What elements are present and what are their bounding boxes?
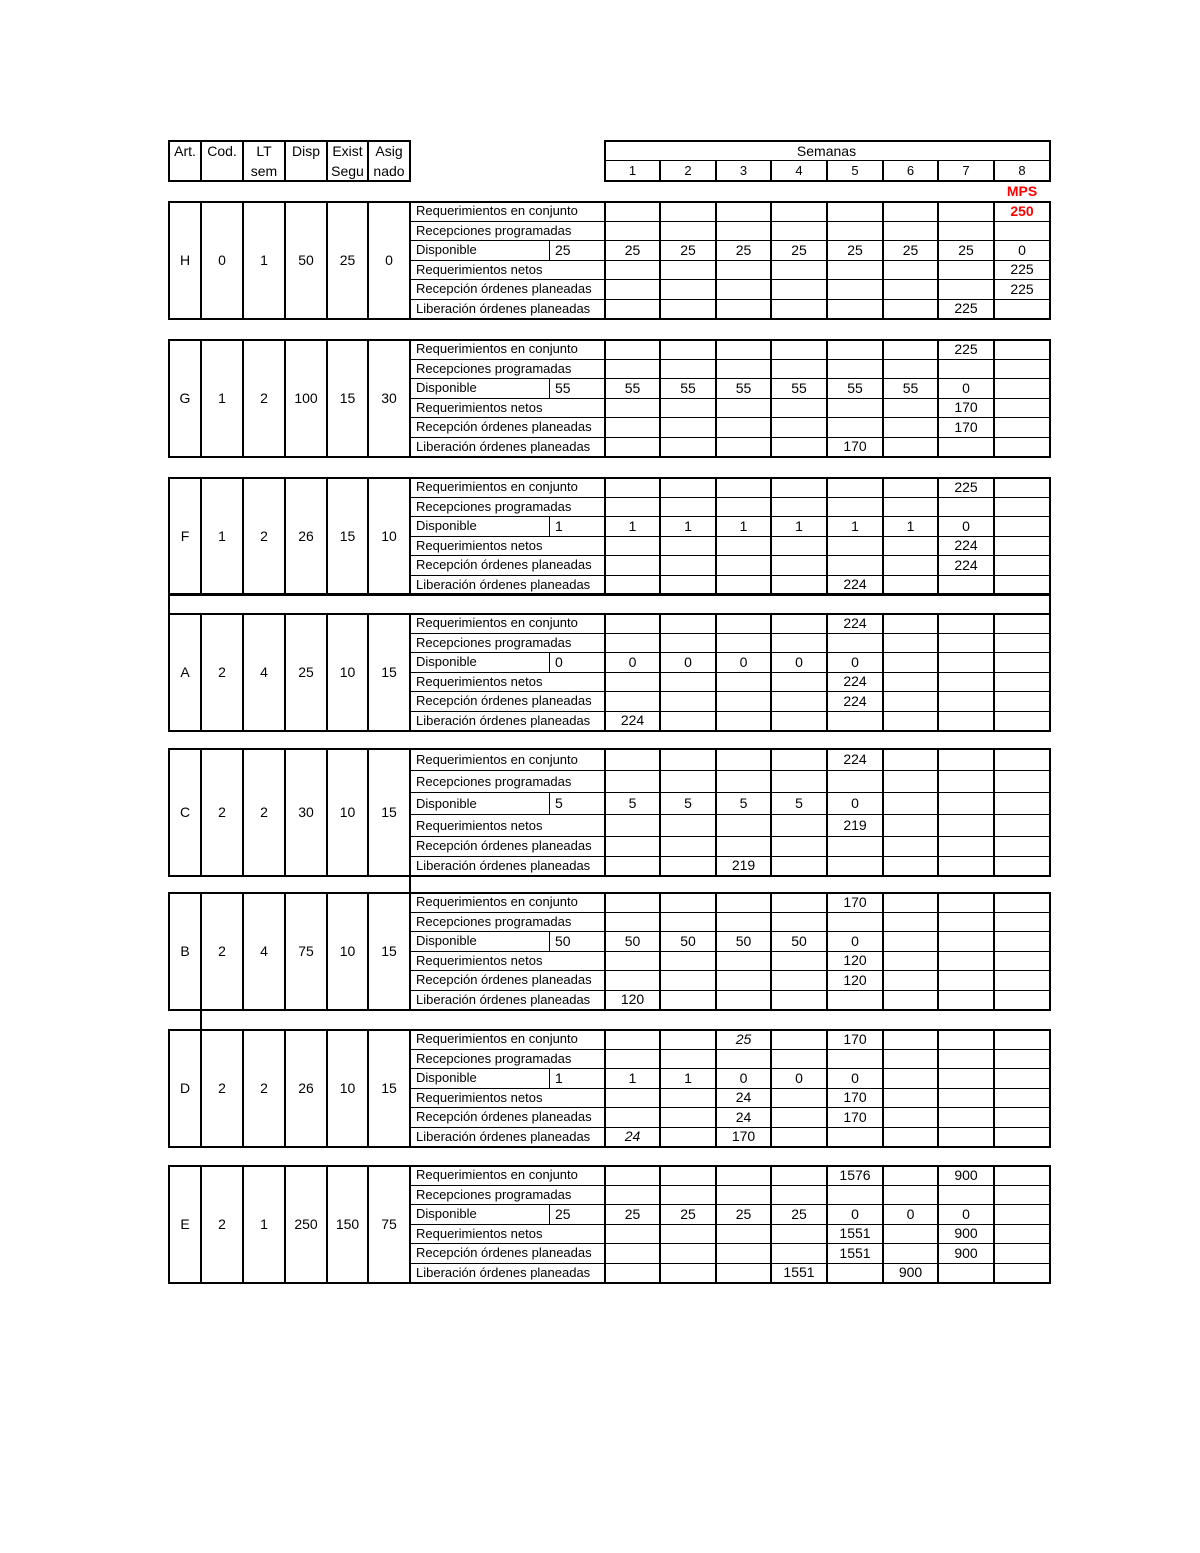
grid-line — [770, 892, 772, 1011]
grid-line — [715, 477, 717, 596]
item-art: D — [179, 1079, 191, 1096]
item-cod: 2 — [218, 1215, 226, 1232]
week-value: 0 — [906, 1205, 915, 1222]
row-label: Recepción órdenes planeadas — [416, 419, 592, 435]
week-value: 0 — [962, 1205, 970, 1222]
initial-available: 55 — [555, 379, 571, 396]
grid-line — [993, 339, 995, 458]
week-value: 224 — [843, 751, 867, 767]
grid-line — [659, 201, 661, 320]
week-value: 224 — [843, 576, 867, 593]
grid-line — [770, 613, 772, 732]
grid-line — [659, 613, 661, 732]
week-value: 25 — [791, 1205, 807, 1222]
week-value: 25 — [847, 241, 863, 258]
grid-line — [993, 477, 995, 596]
row-label: Requerimientos netos — [416, 952, 543, 968]
grid-line — [715, 339, 717, 458]
header-col-bottom — [170, 161, 200, 180]
week-value: 219 — [843, 817, 867, 833]
grid-line — [882, 339, 884, 458]
week-value: 25 — [902, 241, 919, 258]
item-lt: 2 — [260, 1079, 268, 1096]
grid-line — [659, 477, 661, 596]
item-exist: 10 — [339, 1079, 356, 1096]
item-asig: 15 — [381, 803, 397, 820]
week-value: 0 — [795, 1069, 803, 1086]
grid-line — [1049, 201, 1051, 320]
header-col-bottom — [286, 161, 326, 180]
week-value: 25 — [791, 241, 807, 258]
week-value: 225 — [954, 478, 978, 495]
row-label: Disponible — [416, 242, 477, 258]
item-lt: 4 — [260, 663, 268, 680]
grid-line — [937, 892, 939, 1011]
row-label: Liberación órdenes planeadas — [416, 438, 591, 454]
weeks-title: Semanas — [796, 142, 857, 159]
grid-line — [604, 339, 606, 458]
row-label: Liberación órdenes planeadas — [416, 991, 591, 1007]
week-value: 25 — [958, 241, 974, 258]
row-label: Requerimientos netos — [416, 673, 543, 689]
grid-line — [604, 201, 606, 320]
grid-line — [168, 318, 1051, 320]
week-value: 224 — [954, 556, 978, 573]
week-value: 1 — [684, 1069, 692, 1086]
grid-line — [168, 180, 411, 182]
week-value: 225 — [954, 300, 978, 317]
grid-line — [882, 892, 884, 1011]
grid-line — [715, 613, 717, 732]
row-label: Requerimientos en conjunto — [416, 479, 578, 495]
row-label: Requerimientos en conjunto — [416, 1031, 578, 1047]
item-exist: 10 — [339, 663, 356, 680]
item-art: C — [179, 803, 191, 820]
week-value: 0 — [851, 1205, 859, 1222]
row-label: Recepción órdenes planeadas — [416, 972, 592, 988]
header-col-top: Disp — [291, 143, 320, 159]
grid-line — [168, 875, 1051, 877]
week-value: 170 — [954, 418, 978, 435]
week-value: 55 — [902, 379, 919, 396]
grid-line — [937, 613, 939, 732]
week-value: 24 — [735, 1108, 752, 1125]
row-label: Recepción órdenes planeadas — [416, 281, 592, 297]
item-disp: 25 — [298, 663, 314, 680]
row-label: Requerimientos en conjunto — [416, 341, 578, 357]
week-value: 219 — [731, 857, 756, 874]
item-disp: 26 — [298, 527, 314, 544]
row-label: Recepción órdenes planeadas — [416, 1245, 592, 1261]
week-value: 0 — [851, 932, 859, 949]
item-asig: 75 — [381, 1215, 397, 1232]
item-disp: 26 — [298, 1079, 314, 1096]
grid-line — [1049, 1029, 1051, 1148]
grid-line — [715, 201, 717, 320]
week-value: 170 — [843, 1108, 867, 1125]
header-col-top: Exist — [332, 143, 363, 159]
grid-line — [659, 892, 661, 1011]
week-value: 0 — [1018, 241, 1026, 258]
row-label: Disponible — [416, 518, 477, 534]
row-label: Disponible — [416, 795, 477, 811]
grid-line — [1049, 748, 1051, 877]
week-value: 224 — [843, 614, 867, 631]
item-asig: 15 — [381, 1079, 397, 1096]
item-disp: 250 — [294, 1215, 318, 1232]
initial-available: 0 — [555, 653, 563, 670]
row-label: Liberación órdenes planeadas — [416, 712, 591, 728]
week-value: 250 — [1010, 202, 1034, 219]
grid-line — [200, 1007, 202, 1029]
row-label: Recepción órdenes planeadas — [416, 557, 592, 573]
item-disp: 75 — [298, 942, 314, 959]
row-label: Requerimientos en conjunto — [416, 203, 578, 219]
week-value: 1 — [739, 517, 748, 534]
week-value: 1 — [851, 517, 859, 534]
header-col-top: LT — [256, 143, 272, 159]
week-value: 224 — [954, 537, 978, 554]
week-value: 0 — [962, 517, 970, 534]
item-asig: 15 — [381, 942, 397, 959]
week-number: 4 — [795, 163, 803, 178]
week-value: 224 — [843, 692, 867, 709]
week-value: 1 — [795, 517, 803, 534]
week-value: 1576 — [839, 1166, 871, 1183]
row-label: Requerimientos netos — [416, 261, 543, 277]
week-value: 25 — [624, 1205, 641, 1222]
week-value: 50 — [735, 932, 752, 949]
header-col-bottom: Segu — [331, 162, 364, 179]
week-value: 1551 — [839, 1225, 871, 1242]
week-value: 50 — [791, 932, 807, 949]
initial-available: 25 — [555, 1205, 571, 1222]
row-label: Recepciones programadas — [416, 222, 572, 238]
item-asig: 15 — [381, 663, 397, 680]
item-cod: 2 — [218, 663, 226, 680]
row-label: Requerimientos en conjunto — [416, 615, 578, 631]
grid-line — [604, 477, 606, 596]
week-value: 170 — [731, 1128, 756, 1145]
week-value: 224 — [620, 712, 645, 729]
initial-available: 1 — [555, 1069, 563, 1086]
week-value: 1 — [684, 517, 692, 534]
header-col-bottom: sem — [250, 162, 278, 179]
week-value: 55 — [680, 379, 696, 396]
week-value: 55 — [624, 379, 641, 396]
grid-line — [882, 201, 884, 320]
item-lt: 2 — [260, 389, 268, 406]
grid-line — [168, 593, 170, 613]
week-value: 5 — [795, 795, 803, 811]
grid-line — [409, 140, 411, 182]
item-exist: 10 — [339, 942, 356, 959]
week-value: 55 — [791, 379, 807, 396]
week-value: 0 — [684, 653, 692, 670]
row-label: Disponible — [416, 1070, 477, 1086]
week-value: 170 — [954, 399, 978, 416]
grid-line — [993, 1029, 995, 1148]
grid-line — [168, 456, 1051, 458]
item-asig: 10 — [381, 527, 397, 544]
row-label: Recepciones programadas — [416, 360, 572, 376]
grid-line — [409, 870, 411, 892]
item-cod: 2 — [218, 942, 226, 959]
header-col-top: Art. — [174, 143, 196, 159]
grid-line — [770, 339, 772, 458]
week-value: 25 — [680, 241, 696, 258]
week-value: 0 — [739, 653, 748, 670]
grid-line — [993, 613, 995, 732]
week-value: 120 — [620, 991, 645, 1008]
week-value: 25 — [624, 241, 641, 258]
item-asig: 30 — [381, 389, 397, 406]
item-cod: 2 — [218, 803, 226, 820]
row-label: Disponible — [416, 1206, 477, 1222]
week-value: 225 — [1010, 261, 1034, 278]
week-value: 25 — [735, 1030, 752, 1047]
item-cod: 1 — [218, 389, 226, 406]
week-value: 24 — [624, 1128, 641, 1145]
week-value: 50 — [624, 932, 641, 949]
week-value: 225 — [1010, 280, 1034, 297]
week-value: 170 — [843, 1030, 867, 1047]
grid-line — [1049, 1165, 1051, 1284]
item-art: E — [180, 1215, 190, 1232]
week-number: 2 — [684, 163, 692, 178]
row-label: Recepción órdenes planeadas — [416, 838, 592, 854]
row-label: Recepción órdenes planeadas — [416, 693, 592, 709]
grid-line — [882, 613, 884, 732]
row-label: Liberación órdenes planeadas — [416, 576, 591, 592]
item-cod: 2 — [218, 1079, 226, 1096]
item-disp: 30 — [298, 803, 314, 820]
week-value: 25 — [735, 241, 752, 258]
week-number: 3 — [739, 163, 748, 178]
row-label: Requerimientos netos — [416, 399, 543, 415]
grid-line — [1049, 477, 1051, 596]
header-col-bottom: nado — [373, 162, 405, 179]
week-value: 900 — [954, 1244, 978, 1261]
row-label: Requerimientos netos — [416, 1089, 543, 1105]
week-value: 170 — [843, 1089, 867, 1106]
row-label: Liberación órdenes planeadas — [416, 857, 591, 873]
week-value: 25 — [680, 1205, 696, 1222]
week-value: 50 — [680, 932, 696, 949]
grid-line — [770, 1029, 772, 1148]
week-value: 55 — [847, 379, 863, 396]
row-label: Recepciones programadas — [416, 1050, 572, 1066]
item-cod: 1 — [218, 527, 226, 544]
week-value: 24 — [735, 1089, 752, 1106]
week-value: 0 — [851, 653, 859, 670]
week-value: 0 — [628, 653, 637, 670]
item-exist: 25 — [339, 251, 356, 268]
grid-line — [1049, 892, 1051, 1011]
row-label: Requerimientos en conjunto — [416, 894, 578, 910]
item-lt: 1 — [260, 1215, 268, 1232]
row-label: Liberación órdenes planeadas — [416, 1264, 591, 1280]
item-exist: 15 — [339, 527, 356, 544]
week-value: 170 — [843, 893, 867, 910]
week-value: 0 — [851, 795, 859, 811]
header-col-top: Cod. — [207, 143, 237, 159]
row-label: Disponible — [416, 380, 477, 396]
item-lt: 4 — [260, 942, 268, 959]
item-exist: 10 — [339, 803, 356, 820]
week-value: 170 — [843, 438, 867, 455]
week-value: 900 — [898, 1264, 923, 1281]
row-label: Recepciones programadas — [416, 634, 572, 650]
item-exist: 15 — [339, 389, 356, 406]
grid-line — [937, 1029, 939, 1148]
week-value: 225 — [954, 340, 978, 357]
row-label: Requerimientos netos — [416, 537, 543, 553]
grid-line — [770, 201, 772, 320]
week-value: 55 — [735, 379, 752, 396]
item-lt: 2 — [260, 803, 268, 820]
grid-line — [882, 1029, 884, 1148]
grid-line — [659, 1029, 661, 1148]
week-value: 0 — [962, 379, 970, 396]
grid-line — [826, 201, 828, 320]
week-number: 8 — [1018, 163, 1026, 178]
week-value: 0 — [851, 1069, 859, 1086]
grid-line — [882, 748, 884, 877]
row-label: Recepciones programadas — [416, 1186, 572, 1202]
item-art: B — [180, 942, 190, 959]
grid-line — [168, 1146, 1051, 1148]
header-col-bottom — [202, 161, 242, 180]
week-value: 5 — [684, 795, 692, 811]
week-value: 1551 — [783, 1264, 815, 1281]
grid-line — [993, 892, 995, 1011]
grid-line — [659, 1165, 661, 1284]
grid-line — [993, 748, 995, 877]
week-value: 0 — [795, 653, 803, 670]
grid-line — [604, 1165, 606, 1284]
row-label: Requerimientos netos — [416, 1225, 543, 1241]
row-label: Requerimientos netos — [416, 817, 543, 833]
grid-line — [168, 730, 1051, 732]
week-value: 5 — [739, 795, 748, 811]
week-value: 1 — [906, 517, 915, 534]
row-label: Disponible — [416, 654, 477, 670]
initial-available: 50 — [555, 932, 571, 949]
row-label: Recepciones programadas — [416, 913, 572, 929]
item-disp: 100 — [294, 389, 318, 406]
mps-label: MPS — [1006, 183, 1038, 199]
initial-available: 1 — [555, 517, 563, 534]
row-label: Requerimientos en conjunto — [416, 1167, 578, 1183]
row-label: Disponible — [416, 933, 477, 949]
week-value: 25 — [735, 1205, 752, 1222]
week-value: 5 — [628, 795, 637, 811]
item-exist: 150 — [335, 1215, 360, 1232]
week-value: 224 — [843, 673, 867, 690]
week-value: 1 — [628, 517, 637, 534]
item-art: G — [179, 389, 191, 406]
header-col-top: Asig — [375, 143, 403, 159]
week-value: 0 — [739, 1069, 748, 1086]
grid-line — [168, 594, 1051, 596]
week-value: 900 — [954, 1166, 978, 1183]
week-number: 6 — [906, 163, 915, 178]
grid-line — [882, 477, 884, 596]
grid-line — [168, 593, 1051, 594]
week-value: 120 — [843, 971, 867, 988]
grid-line — [1049, 593, 1051, 613]
week-number: 5 — [851, 163, 859, 178]
week-number: 1 — [628, 163, 637, 178]
item-art: H — [179, 251, 191, 268]
grid-line — [1049, 140, 1051, 182]
week-value: 1 — [628, 1069, 637, 1086]
grid-line — [1049, 339, 1051, 458]
initial-available: 5 — [555, 795, 563, 811]
grid-line — [659, 339, 661, 458]
item-lt: 1 — [260, 251, 268, 268]
row-label: Liberación órdenes planeadas — [416, 300, 591, 316]
row-label: Liberación órdenes planeadas — [416, 1128, 591, 1144]
item-disp: 50 — [298, 251, 314, 268]
week-value: 1551 — [839, 1244, 871, 1261]
week-value: 120 — [843, 952, 867, 969]
item-lt: 2 — [260, 527, 268, 544]
initial-available: 25 — [555, 241, 571, 258]
week-value: 900 — [954, 1225, 978, 1242]
item-art: F — [180, 527, 190, 544]
grid-line — [770, 477, 772, 596]
week-number: 7 — [962, 163, 970, 178]
row-label: Requerimientos en conjunto — [416, 751, 578, 767]
row-label: Recepciones programadas — [416, 773, 572, 789]
grid-line — [1049, 613, 1051, 732]
grid-line — [715, 892, 717, 1011]
item-art: A — [180, 663, 190, 680]
row-label: Recepción órdenes planeadas — [416, 1109, 592, 1125]
grid-line — [937, 748, 939, 877]
grid-line — [168, 1009, 1051, 1011]
grid-line — [168, 1282, 1051, 1284]
item-cod: 0 — [218, 251, 226, 268]
row-label: Recepciones programadas — [416, 498, 572, 514]
grid-line — [715, 1165, 717, 1284]
item-asig: 0 — [385, 251, 393, 268]
grid-line — [993, 1165, 995, 1284]
